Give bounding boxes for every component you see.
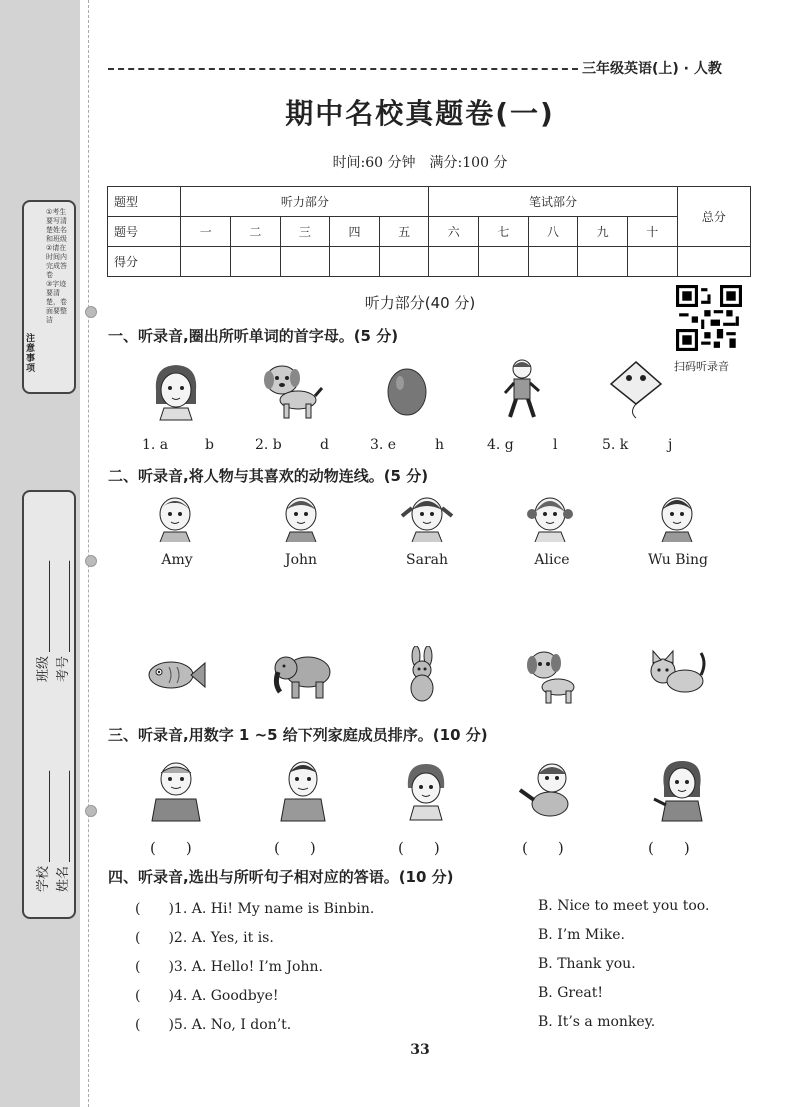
- class-field[interactable]: 班级 ______________: [36, 560, 51, 682]
- binding-hole: [85, 555, 97, 567]
- qr-code-icon[interactable]: [676, 285, 742, 351]
- q1-option[interactable]: j: [668, 437, 673, 453]
- q4-row-option-a[interactable]: ( )3. A. Hello! I’m John.: [135, 959, 323, 975]
- person-name: John: [284, 552, 318, 568]
- notice-label: 注意事项: [26, 334, 36, 374]
- q1-option[interactable]: 3. e: [370, 437, 397, 453]
- score-table: [107, 186, 751, 277]
- q1-option[interactable]: 2. b: [255, 437, 282, 453]
- score-label: 得分: [108, 247, 181, 277]
- question-3-title: 三、听录音,用数字 1 ~5 给下列家庭成员排序。(10 分): [108, 726, 488, 744]
- question-number: 五: [379, 217, 429, 247]
- q1-option[interactable]: l: [553, 437, 558, 453]
- girl-sister-icon: [400, 760, 452, 822]
- person-name: Wu Bing: [647, 552, 709, 568]
- person-name: Sarah: [406, 552, 448, 568]
- q4-row-option-a[interactable]: ( )2. A. Yes, it is.: [135, 930, 274, 946]
- score-cell[interactable]: [330, 247, 380, 277]
- q4-row-option-a[interactable]: ( )1. A. Hi! My name is Binbin.: [135, 901, 375, 917]
- question-number: 八: [528, 217, 578, 247]
- puppy-icon: [522, 645, 580, 705]
- total-header: 总分: [677, 187, 751, 247]
- q1-option[interactable]: d: [320, 437, 329, 453]
- grandpa-icon: [148, 757, 204, 823]
- listening-header: 听力部分: [181, 187, 429, 217]
- student-info-box: [22, 490, 76, 919]
- q4-row-option-a[interactable]: ( )4. A. Goodbye!: [135, 988, 279, 1004]
- question-number: 四: [330, 217, 380, 247]
- writing-header: 笔试部分: [429, 187, 677, 217]
- fish-icon: [145, 655, 207, 695]
- question-2-title: 二、听录音,将人物与其喜欢的动物连线。(5 分): [108, 467, 429, 485]
- binding-hole: [85, 805, 97, 817]
- notice-line: ①考生要写清楚姓名和班级: [46, 208, 67, 243]
- q4-row-option-b[interactable]: B. Thank you.: [538, 956, 636, 972]
- notice-line: ③字迹要清楚，卷面要整洁: [46, 280, 67, 324]
- question-number: 九: [578, 217, 628, 247]
- kite-icon: [605, 358, 667, 420]
- question-1-title: 一、听录音,圈出所听单词的首字母。(5 分): [108, 327, 399, 345]
- grade-label: 三年级英语(上) · 人教: [582, 61, 722, 77]
- amy-face-icon: [152, 490, 198, 544]
- type-label: 题型: [108, 187, 181, 217]
- q1-option[interactable]: b: [205, 437, 214, 453]
- total-score-cell[interactable]: [677, 247, 751, 277]
- q4-row-option-a[interactable]: ( )5. A. No, I don’t.: [135, 1017, 292, 1033]
- notice-line: ②请在时间内完成答卷: [46, 244, 67, 279]
- q4-row-option-b[interactable]: B. I’m Mike.: [538, 927, 625, 943]
- question-number: 二: [231, 217, 281, 247]
- question-number: 六: [429, 217, 479, 247]
- rank-answer-box[interactable]: ( ): [150, 839, 192, 857]
- page-title: 期中名校真题卷(一): [285, 97, 555, 130]
- score-cell[interactable]: [379, 247, 429, 277]
- score-cell[interactable]: [181, 247, 231, 277]
- q4-row-option-b[interactable]: B. Nice to meet you too.: [538, 898, 710, 914]
- question-number: 十: [627, 217, 677, 247]
- score-cell[interactable]: [528, 247, 578, 277]
- john-face-icon: [278, 490, 324, 544]
- score-cell[interactable]: [280, 247, 330, 277]
- rabbit-icon: [402, 646, 442, 704]
- q1-option[interactable]: 4. g: [487, 437, 514, 453]
- dog-icon: [260, 358, 324, 420]
- wu-bing-face-icon: [654, 490, 700, 544]
- question-number: 一: [181, 217, 231, 247]
- exam-info: 时间:60 分钟 满分:100 分: [332, 155, 508, 171]
- mother-icon: [652, 757, 708, 823]
- egg-icon: [385, 365, 429, 417]
- person-name: Alice: [534, 552, 570, 568]
- exam-number-field[interactable]: 考号 ______________: [56, 560, 71, 682]
- sarah-face-icon: [400, 490, 454, 544]
- rank-answer-box[interactable]: ( ): [398, 839, 440, 857]
- baby-brother-icon: [518, 760, 578, 822]
- girl-face-icon: [150, 360, 202, 422]
- alice-face-icon: [524, 490, 576, 544]
- q1-option[interactable]: 1. a: [142, 437, 169, 453]
- cat-icon: [645, 645, 709, 701]
- q4-row-option-b[interactable]: B. It’s a monkey.: [538, 1014, 656, 1030]
- listening-section-heading: 听力部分(40 分): [364, 294, 476, 312]
- elephant-icon: [272, 650, 334, 700]
- qr-caption: 扫码听录音: [674, 360, 729, 373]
- person-name: Amy: [161, 552, 193, 568]
- name-field[interactable]: 姓名 ______________: [56, 770, 71, 892]
- q1-option[interactable]: h: [435, 437, 445, 453]
- score-cell[interactable]: [479, 247, 529, 277]
- boy-walking-icon: [500, 357, 546, 425]
- q4-row-option-b[interactable]: B. Great!: [538, 985, 603, 1001]
- q1-option[interactable]: 5. k: [602, 437, 629, 453]
- number-label: 题号: [108, 217, 181, 247]
- question-number: 七: [479, 217, 529, 247]
- school-field[interactable]: 学校 ______________: [36, 770, 51, 892]
- rank-answer-box[interactable]: ( ): [648, 839, 690, 857]
- page-number: 33: [410, 1042, 430, 1058]
- header-dash-line: [108, 68, 578, 70]
- score-cell[interactable]: [578, 247, 628, 277]
- father-icon: [275, 757, 331, 823]
- question-4-title: 四、听录音,选出与所听句子相对应的答语。(10 分): [108, 868, 454, 886]
- score-cell[interactable]: [627, 247, 677, 277]
- rank-answer-box[interactable]: ( ): [274, 839, 316, 857]
- score-cell[interactable]: [231, 247, 281, 277]
- question-number: 三: [280, 217, 330, 247]
- rank-answer-box[interactable]: ( ): [522, 839, 564, 857]
- score-cell[interactable]: [429, 247, 479, 277]
